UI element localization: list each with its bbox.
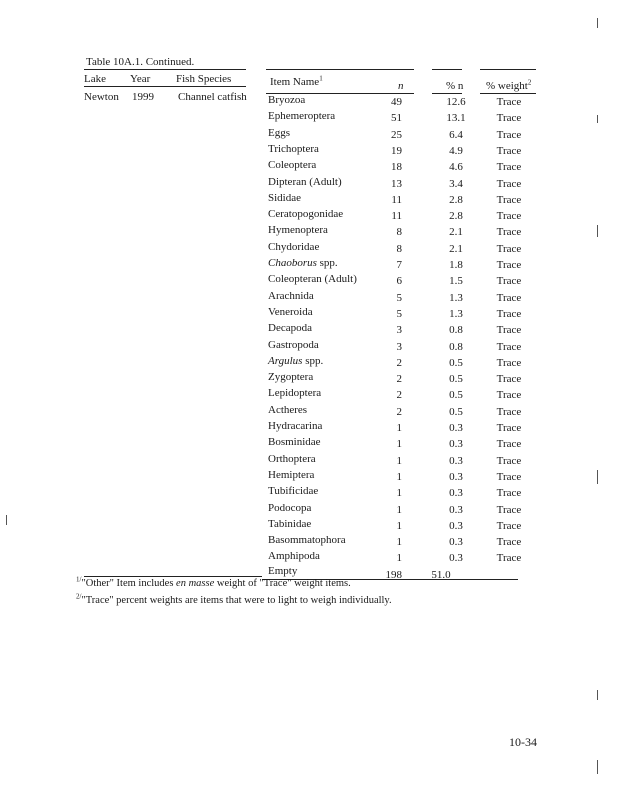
header-fish-species: Fish Species xyxy=(176,73,232,85)
row-item-name: Gastropoda xyxy=(268,338,319,351)
row-item-name: Ephemeroptera xyxy=(268,110,336,123)
row-item-name: Sididae xyxy=(268,191,301,204)
row-pct-n: 0.5 xyxy=(449,389,463,402)
row-n: 11 xyxy=(391,210,402,223)
row-weight: Trace xyxy=(496,177,522,190)
row-n: 19 xyxy=(391,144,402,157)
header-pct-weight-text: % weight xyxy=(486,80,528,92)
footnote-1-mark: 1/ xyxy=(76,575,82,584)
row-pct-n: 0.3 xyxy=(449,422,463,434)
footnote-1 xyxy=(76,577,351,590)
row-item-name: Decapoda xyxy=(268,322,312,335)
row-weight: Trace xyxy=(496,519,522,532)
footnote-1-text-italic: en masse xyxy=(176,578,215,589)
row-n: 2 xyxy=(396,405,402,418)
row-pct-n: 0.3 xyxy=(449,519,463,532)
row-n: 1 xyxy=(396,487,402,500)
scan-edge-mark xyxy=(597,470,598,484)
row-pct-n: 4.6 xyxy=(449,161,463,174)
row-item-name-suffix: spp. xyxy=(316,257,338,269)
footnote-2 xyxy=(76,594,392,607)
row-weight: Trace xyxy=(496,405,522,418)
row-item-name: Hymenoptera xyxy=(268,224,328,237)
scan-edge-mark xyxy=(597,690,598,700)
row-pct-n: 1.8 xyxy=(449,259,463,271)
row-pct-n: 0.3 xyxy=(449,536,463,549)
footnote-1-text-after: weight of "Trace" weight items. xyxy=(214,578,351,589)
row-weight: Trace xyxy=(496,470,522,483)
row-pct-n: 1.3 xyxy=(449,307,463,320)
row-item-name: Eggs xyxy=(268,126,290,139)
row-n: 1 xyxy=(396,552,402,565)
row-item-name: Trichoptera xyxy=(268,142,319,155)
row-item-name: Zygoptera xyxy=(268,371,314,384)
row-weight: Trace xyxy=(496,112,522,125)
footnote-2-text: "Trace" percent weights are items that were to light to weigh individually. xyxy=(81,595,392,606)
group-year: 1999 xyxy=(132,91,154,103)
row-weight: Trace xyxy=(496,487,522,500)
row-item-name: Basommatophora xyxy=(268,534,346,547)
row-n: 2 xyxy=(396,373,402,386)
row-n: 5 xyxy=(396,291,402,304)
row-n: 11 xyxy=(391,193,402,206)
row-pct-n: 4.9 xyxy=(449,144,463,157)
summary-n: 198 xyxy=(385,569,402,581)
row-n: 1 xyxy=(396,503,402,516)
row-n: 7 xyxy=(396,259,402,271)
row-n: 1 xyxy=(396,470,402,483)
row-pct-n: 2.8 xyxy=(449,210,463,223)
row-item-name-suffix: spp. xyxy=(302,354,324,367)
header-year: Year xyxy=(130,73,151,85)
row-item-name: Ceratopogonidae xyxy=(268,208,344,221)
row-item-name: Tabinidae xyxy=(268,517,312,530)
row-weight: Trace xyxy=(496,128,522,141)
row-item-name: Amphipoda xyxy=(268,550,320,563)
table-title: Table 10A.1. Continued. xyxy=(86,56,195,68)
row-weight: Trace xyxy=(496,356,522,369)
row-pct-n: 0.8 xyxy=(449,324,463,337)
row-weight: Trace xyxy=(496,503,522,516)
row-n: 2 xyxy=(396,389,402,402)
row-item-name: Lepidoptera xyxy=(268,387,322,400)
row-n: 8 xyxy=(396,242,402,255)
row-pct-n: 0.5 xyxy=(449,356,463,369)
footnote-2-mark: 2/ xyxy=(76,592,82,601)
row-weight: Trace xyxy=(496,144,522,157)
row-pct-n: 1.3 xyxy=(449,291,463,304)
row-n: 13 xyxy=(391,177,402,190)
row-pct-n: 0.3 xyxy=(449,454,463,467)
row-item-name: Veneroida xyxy=(268,305,313,318)
row-pct-n: 1.5 xyxy=(449,275,463,288)
row-weight: Trace xyxy=(496,324,522,337)
row-item-name: Bosminidae xyxy=(268,436,321,449)
row-item-name xyxy=(268,354,323,368)
row-pct-n: 0.3 xyxy=(449,487,463,500)
row-weight: Trace xyxy=(496,373,522,386)
row-item-name-italic: Argulus xyxy=(268,354,303,367)
row-item-name: Hydracarina xyxy=(268,420,323,432)
group-fish-species: Channel catfish xyxy=(178,91,247,103)
row-n: 5 xyxy=(396,307,402,320)
row-item-name: Podocopa xyxy=(268,501,312,514)
header-pct-n-text: % n xyxy=(446,80,464,92)
row-n: 8 xyxy=(396,226,402,239)
row-item-name: Chydoridae xyxy=(268,240,320,253)
row-weight: Trace xyxy=(496,210,522,223)
row-weight: Trace xyxy=(496,161,522,174)
row-pct-n: 2.8 xyxy=(449,193,463,206)
row-item-name xyxy=(268,256,338,270)
row-item-name: Dipteran (Adult) xyxy=(268,175,342,188)
row-item-name: Coleoptera xyxy=(268,159,317,172)
header-lake: Lake xyxy=(84,73,106,85)
header-item-name-text: Item Name xyxy=(270,76,320,88)
scan-edge-mark xyxy=(6,515,7,525)
row-pct-n: 0.5 xyxy=(449,373,463,386)
row-weight: Trace xyxy=(496,536,522,549)
header-item-name-footnote-mark: 1 xyxy=(319,74,323,83)
row-pct-n: 0.3 xyxy=(449,503,463,516)
row-n: 3 xyxy=(396,340,402,353)
page-number: 10-34 xyxy=(509,735,537,749)
summary-pct-n: 51.0 xyxy=(431,569,451,581)
row-pct-n: 0.5 xyxy=(449,405,463,418)
row-weight: Trace xyxy=(496,422,522,434)
header-n: n xyxy=(398,80,404,92)
row-weight: Trace xyxy=(496,275,522,288)
scan-edge-mark xyxy=(597,760,598,774)
row-weight: Trace xyxy=(496,389,522,402)
row-n: 51 xyxy=(391,112,402,125)
row-weight: Trace xyxy=(496,193,522,206)
scan-edge-mark xyxy=(597,18,598,28)
row-pct-n: 13.1 xyxy=(446,112,466,125)
row-weight: Trace xyxy=(496,552,522,565)
row-pct-n: 12.6 xyxy=(446,96,466,108)
row-weight: Trace xyxy=(496,340,522,353)
row-pct-n: 0.8 xyxy=(449,340,463,353)
group-lake: Newton xyxy=(84,91,119,103)
row-n: 18 xyxy=(391,161,402,174)
row-item-name: Tubificidae xyxy=(268,485,319,498)
footnote-1-text-before: "Other" Item includes xyxy=(81,578,177,589)
row-weight: Trace xyxy=(496,307,522,320)
row-weight: Trace xyxy=(496,96,522,108)
row-item-name: Actheres xyxy=(268,403,308,416)
row-weight: Trace xyxy=(496,438,522,451)
row-n: 3 xyxy=(396,324,402,337)
row-item-name: Coleopteran (Adult) xyxy=(268,273,357,286)
row-weight: Trace xyxy=(496,226,522,239)
row-pct-n: 0.3 xyxy=(449,552,463,565)
row-n: 6 xyxy=(396,275,402,288)
summary-item: Empty xyxy=(268,565,298,577)
scan-edge-mark xyxy=(597,225,598,237)
row-n: 49 xyxy=(391,96,402,108)
row-n: 1 xyxy=(396,422,402,434)
row-weight: Trace xyxy=(496,259,522,271)
row-n: 1 xyxy=(396,519,402,532)
row-pct-n: 2.1 xyxy=(449,226,463,239)
row-n: 1 xyxy=(396,536,402,549)
row-pct-n: 3.4 xyxy=(449,177,463,190)
row-weight: Trace xyxy=(496,242,522,255)
row-item-name: Orthoptera xyxy=(268,452,316,465)
row-n: 2 xyxy=(396,356,402,369)
header-pct-weight-footnote-mark: 2 xyxy=(527,78,532,87)
row-item-name-italic: Chaoborus xyxy=(268,257,317,269)
row-item-name: Arachnida xyxy=(268,289,314,302)
row-n: 25 xyxy=(391,128,402,141)
row-pct-n: 2.1 xyxy=(449,242,463,255)
row-pct-n: 0.3 xyxy=(449,470,463,483)
row-item-name: Hemiptera xyxy=(268,468,315,481)
row-weight: Trace xyxy=(496,291,522,304)
row-n: 1 xyxy=(396,454,402,467)
scan-edge-mark xyxy=(597,115,598,123)
row-pct-n: 0.3 xyxy=(449,438,463,451)
row-pct-n: 6.4 xyxy=(449,128,463,141)
row-weight: Trace xyxy=(496,454,522,467)
row-n: 1 xyxy=(396,438,402,451)
row-item-name: Bryozoa xyxy=(268,94,306,106)
